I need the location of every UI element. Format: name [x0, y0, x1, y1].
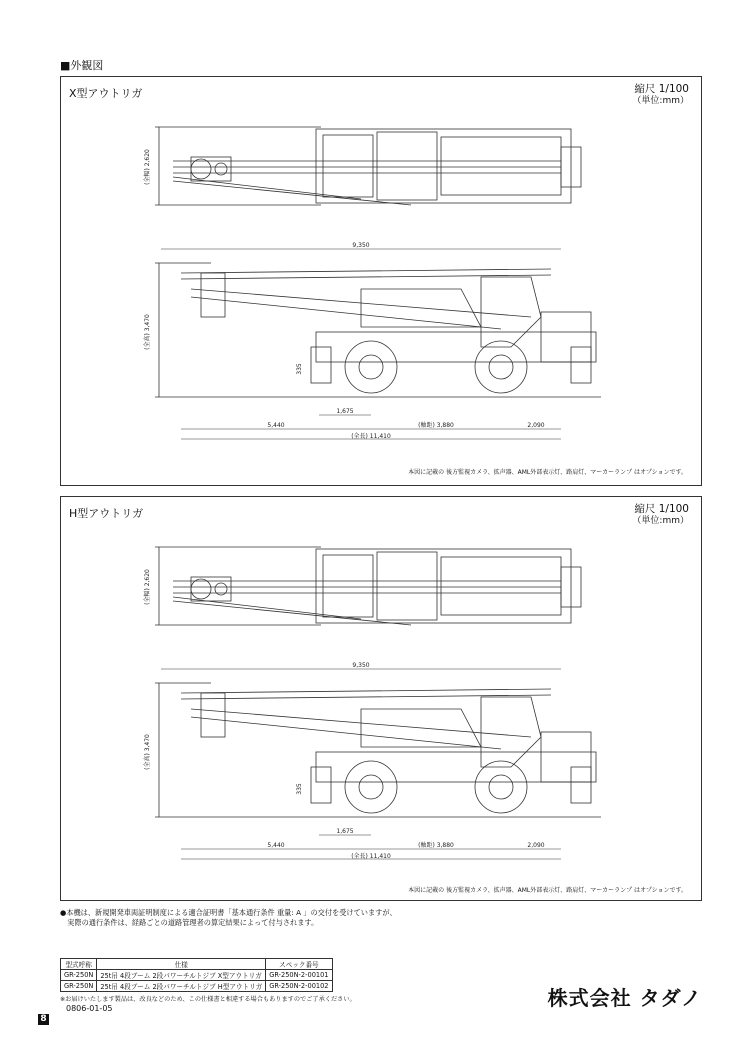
section-title: ■外観図	[60, 59, 104, 72]
table-cell: GR-250N-2-00101	[266, 970, 332, 981]
drawing-panel-h	[60, 496, 702, 901]
boom-dim: 9,350	[352, 662, 370, 669]
doc-date: 0806-01-05	[66, 1004, 113, 1013]
scale-text: 縮尺 1/100	[634, 503, 689, 515]
option-note: 本図に記載の 後方監視カメラ、拡声器、AML外部表示灯、路肩灯、マーカーランプ はオプションです。	[408, 469, 687, 476]
table-header-row	[61, 959, 333, 970]
panel-title: X型アウトリガ	[69, 87, 143, 100]
height-dim: (全高) 3,470	[144, 314, 151, 350]
spec-table	[60, 958, 333, 992]
front-overhang-dim: 5,440	[267, 422, 285, 429]
crane-drawing-h	[61, 497, 703, 902]
width-dim: (全幅) 2,620	[144, 149, 151, 185]
width-dim: (全幅) 2,620	[144, 569, 151, 605]
length-dim: (全長) 11,410	[351, 433, 391, 440]
crane-top-view	[155, 127, 581, 205]
table-cell: 25t吊 4段ブーム 2段パワーチルトジブ X型アウトリガ	[97, 970, 266, 981]
unit-text: （単位:mm）	[632, 516, 689, 526]
crane-drawing-x	[61, 77, 703, 487]
length-dim: (全長) 11,410	[351, 853, 391, 860]
front-axle-dim: 1,675	[336, 828, 354, 835]
table-header: 型式呼称	[61, 959, 97, 970]
rear-overhang-dim: 2,090	[527, 842, 545, 849]
wheelbase-dim: (軸距) 3,880	[418, 422, 454, 429]
rear-overhang-dim: 2,090	[527, 422, 545, 429]
table-cell: GR-250N	[61, 981, 97, 992]
height-dim: (全高) 3,470	[144, 734, 151, 770]
panel-title: H型アウトリガ	[69, 507, 144, 520]
wheelbase-dim: (軸距) 3,880	[418, 842, 454, 849]
front-overhang-dim: 5,440	[267, 842, 285, 849]
table-cell: 25t吊 4段ブーム 2段パワーチルトジブ H型アウトリガ	[97, 981, 266, 992]
scale-text: 縮尺 1/100	[634, 83, 689, 95]
table-cell: GR-250N	[61, 970, 97, 981]
table-header: スペック番号	[266, 959, 332, 970]
crane-side-view	[155, 263, 601, 397]
front-axle-dim: 1,675	[336, 408, 354, 415]
table-header: 仕様	[97, 959, 266, 970]
option-note: 本図に記載の 後方監視カメラ、拡声器、AML外部表示灯、路肩灯、マーカーランプ はオプションです。	[408, 887, 687, 894]
table-cell: GR-250N-2-00102	[266, 981, 332, 992]
note-line: 実際の通行条件は、経路ごとの道路管理者の算定結果によって付与されます。	[60, 918, 319, 927]
drawing-panel-x	[60, 76, 702, 486]
table-row	[61, 981, 333, 992]
disclaimer: ※お届けいたします製品は、改良などのため、この仕様書と相違する場合もありますのでご了承ください。	[60, 996, 356, 1003]
note-line: ●本機は、新規開発車両証明制度による適合証明書「基本通行条件 重量: A 」の交付を受けていますが、	[60, 908, 397, 917]
company-name: 株式会社 タダノ	[547, 986, 702, 1010]
page-number: 8	[38, 1014, 49, 1025]
table-row	[61, 970, 333, 981]
certification-note	[60, 908, 397, 928]
clearance-dim: 335	[296, 363, 303, 375]
clearance-dim: 335	[296, 783, 303, 795]
crane-top-view	[155, 547, 581, 625]
boom-dim: 9,350	[352, 242, 370, 249]
unit-text: （単位:mm）	[632, 96, 689, 106]
crane-side-view	[155, 683, 601, 817]
